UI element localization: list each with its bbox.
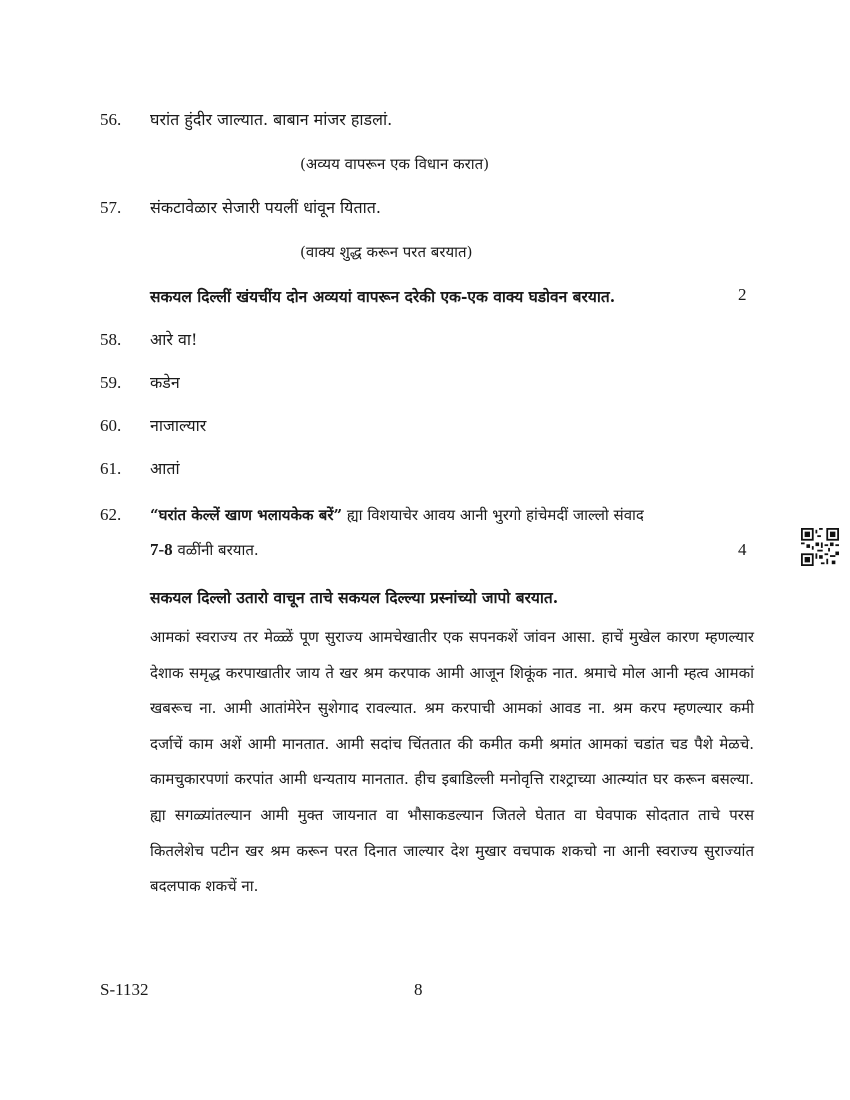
question-text: नाजाल्यार xyxy=(150,416,207,435)
question-number: 59. xyxy=(100,373,122,392)
question-number: 58. xyxy=(100,330,122,349)
paper-code: S-1132 xyxy=(100,980,149,999)
qr-code-icon xyxy=(801,528,839,566)
question-number: 57. xyxy=(100,198,122,217)
question-title: “घरांत केल्लें खाण भलायकेक बरें” xyxy=(150,506,343,524)
question-text: घरांत हुंदीर जाल्यात. बाबान मांजर हाडलां. xyxy=(150,110,393,129)
question-number: 60. xyxy=(100,416,122,435)
question-instruction: (अव्यय वापरून एक विधान करात) xyxy=(300,155,490,173)
question-number: 62. xyxy=(100,505,122,524)
question-text: संकटावेळार सेजारी पयलीं धांवून यितात. xyxy=(150,198,381,217)
question-text: आतां xyxy=(150,459,180,478)
question-marks: 4 xyxy=(738,540,747,559)
question-number: 61. xyxy=(100,459,122,478)
question-instruction: (वाक्य शुद्ध करून परत बरयात) xyxy=(300,243,473,261)
question-body: वळींनी बरयात. xyxy=(177,541,259,559)
section-marks: 2 xyxy=(738,285,747,304)
line-count: 7-8 xyxy=(150,540,173,559)
passage-text: आमकां स्वराज्य तर मेळ्ळें पूण सुराज्य आमचेखातीर एक सपनकशें जांवन आसा. हाचें मुखेल कारण म्हणल्यार देशाक समृद्ध करपाखातीर जाय ते खर श्रम करपाक आमी आजून शिकूंक नात. श्रमाचे मोल आनी म्हत्व आमकां खबरूच ना. आमी आतांमेरेन सुशेगाद रावल्यात. श्रम करपाची आमकां आवड ना. श्रम करप म्हणल्यार कमी दर्जाचें काम अशें आमी मानतात. आमी सदांच चिंततात की कमीत कमी श्रमांत आमकां चडांत चड पैशे मेळचे. कामचुकारपणां करपांत आमी धन्यताय मानतात. हीच इबाडिल्ली मनोवृत्ति राश्ट्राच्या आत्म्यांत घर करून बसल्या. ह्या सगळ्यांतल्यान आमी मुक्त जायनात वा भौसाकडल्यान जितले घेतात वा घेवपाक सोदतात ताचे परस कितलेशेच पटीन खर श्रम करून परत दिनात जाल्यार देश मुखार वचपाक शकचो ना आनी स्वराज्य सुराज्यांत बदलपाक शकचें ना. xyxy=(150,628,754,896)
question-body: ह्या विशयाचेर आवय आनी भुरगो हांचेमदीं जाल्लो संवाद xyxy=(346,506,644,524)
question-text: आरे वा! xyxy=(150,330,198,349)
section-heading: सकयल दिल्लीं खंयचींय दोन अव्ययां वापरून दरेकी एक-एक वाक्य घडोवन बरयात. xyxy=(150,287,616,306)
question-number: 56. xyxy=(100,110,122,129)
question-text: कडेन xyxy=(150,373,180,392)
question-text xyxy=(150,540,259,560)
page-number: 8 xyxy=(414,980,423,999)
question-text xyxy=(150,505,644,525)
passage-heading: सकयल दिल्लो उतारो वाचून ताचे सकयल दिल्ल्या प्रस्नांच्यो जापो बरयात. xyxy=(150,588,559,607)
